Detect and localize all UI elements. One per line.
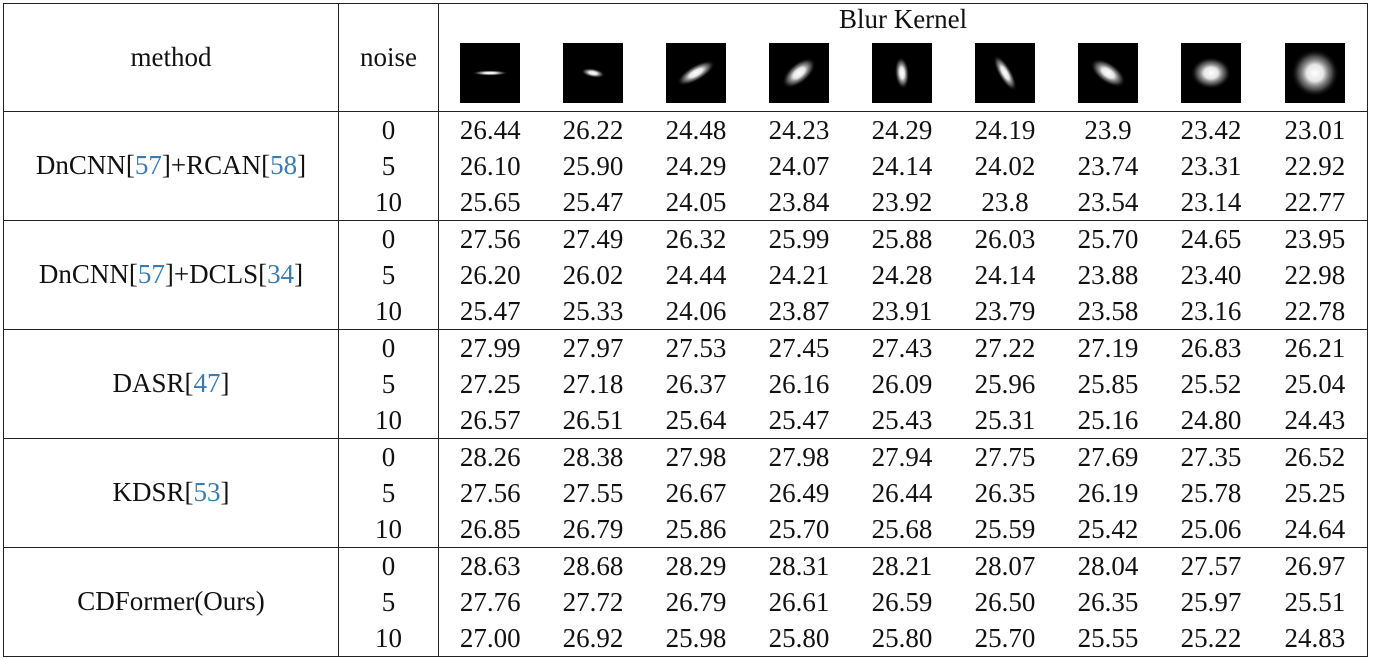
psnr-value: 25.52 bbox=[1180, 368, 1242, 399]
psnr-value: 27.49 bbox=[562, 223, 624, 254]
table-row bbox=[4, 220, 1368, 257]
method-second: +RCAN bbox=[170, 150, 262, 180]
psnr-value: 24.48 bbox=[665, 114, 727, 145]
method-header: method bbox=[4, 4, 339, 112]
table-row bbox=[4, 547, 1368, 584]
psnr-value: 23.9 bbox=[1084, 114, 1132, 145]
kernel-cell bbox=[439, 35, 542, 111]
psnr-value: 26.22 bbox=[562, 114, 624, 145]
kernel-4-image bbox=[769, 43, 829, 103]
kernel-cell bbox=[645, 35, 748, 111]
psnr-value: 25.98 bbox=[645, 620, 748, 657]
psnr-value: 26.35 bbox=[1077, 586, 1139, 617]
noise-level: 0 bbox=[339, 220, 439, 257]
psnr-value: 25.47 bbox=[748, 402, 851, 439]
psnr-value: 25.51 bbox=[1263, 584, 1368, 620]
table-body bbox=[4, 111, 1368, 656]
psnr-value: 23.40 bbox=[1180, 259, 1242, 290]
psnr-value: 26.09 bbox=[871, 368, 933, 399]
psnr-value: 27.22 bbox=[974, 332, 1036, 363]
kernel-cell bbox=[954, 35, 1057, 111]
psnr-value: 27.76 bbox=[459, 586, 521, 617]
noise-header: noise bbox=[339, 4, 439, 112]
noise-level: 10 bbox=[339, 184, 439, 221]
psnr-value: 24.02 bbox=[974, 150, 1036, 181]
psnr-value: 24.44 bbox=[665, 259, 727, 290]
psnr-value: 23.95 bbox=[1263, 220, 1368, 257]
kernel-cell bbox=[542, 35, 645, 111]
psnr-value: 23.01 bbox=[1263, 111, 1368, 148]
psnr-value: 25.47 bbox=[542, 184, 645, 221]
results-table bbox=[3, 3, 1368, 657]
psnr-value: 24.23 bbox=[768, 114, 830, 145]
psnr-value: 27.35 bbox=[1180, 441, 1242, 472]
psnr-value: 26.35 bbox=[974, 477, 1036, 508]
kernel-cell bbox=[851, 35, 954, 111]
psnr-value: 27.45 bbox=[768, 332, 830, 363]
table-header bbox=[4, 4, 1368, 112]
psnr-value: 23.74 bbox=[1077, 150, 1139, 181]
citation-link[interactable]: 47 bbox=[193, 368, 221, 398]
psnr-value: 26.59 bbox=[871, 586, 933, 617]
psnr-value: 24.29 bbox=[871, 114, 933, 145]
psnr-value: 22.98 bbox=[1263, 257, 1368, 293]
psnr-value: 25.33 bbox=[542, 293, 645, 330]
kernel-7-image bbox=[1078, 43, 1138, 103]
method-name: DnCNN[57]+DCLS[34] bbox=[4, 220, 339, 329]
citation-link[interactable]: 34 bbox=[267, 259, 295, 289]
psnr-value: 25.06 bbox=[1160, 511, 1263, 548]
psnr-value: 24.07 bbox=[768, 150, 830, 181]
psnr-value: 26.19 bbox=[1077, 477, 1139, 508]
psnr-value: 25.90 bbox=[562, 150, 624, 181]
method-base: DnCNN bbox=[38, 259, 129, 289]
psnr-value: 24.05 bbox=[645, 184, 748, 221]
psnr-value: 26.52 bbox=[1263, 438, 1368, 475]
psnr-value: 25.70 bbox=[748, 511, 851, 548]
psnr-value: 27.53 bbox=[665, 332, 727, 363]
kernel-cell bbox=[1160, 35, 1263, 111]
psnr-value: 24.28 bbox=[871, 259, 933, 290]
psnr-value: 25.04 bbox=[1263, 366, 1368, 402]
psnr-value: 26.44 bbox=[871, 477, 933, 508]
psnr-value: 24.19 bbox=[974, 114, 1036, 145]
method-name: DASR[47] bbox=[4, 329, 339, 438]
psnr-value: 26.20 bbox=[459, 259, 521, 290]
noise-level: 0 bbox=[339, 329, 439, 366]
psnr-value: 24.43 bbox=[1263, 402, 1368, 439]
psnr-value: 28.31 bbox=[768, 550, 830, 581]
psnr-value: 22.77 bbox=[1263, 184, 1368, 221]
psnr-value: 27.19 bbox=[1077, 332, 1139, 363]
noise-level: 10 bbox=[339, 402, 439, 439]
noise-level: 10 bbox=[339, 620, 439, 657]
psnr-value: 22.92 bbox=[1263, 148, 1368, 184]
method-base: DASR bbox=[112, 368, 185, 398]
psnr-value: 26.85 bbox=[439, 511, 542, 548]
psnr-value: 26.02 bbox=[562, 259, 624, 290]
blur-kernel-header: Blur Kernel bbox=[439, 4, 1368, 36]
kernel-cell bbox=[1057, 35, 1160, 111]
psnr-value: 25.99 bbox=[768, 223, 830, 254]
psnr-value: 25.22 bbox=[1160, 620, 1263, 657]
psnr-value: 25.70 bbox=[1077, 223, 1139, 254]
psnr-value: 25.80 bbox=[851, 620, 954, 657]
method-name: DnCNN[57]+RCAN[58] bbox=[4, 111, 339, 220]
kernel-cell bbox=[748, 35, 851, 111]
psnr-value: 26.10 bbox=[459, 150, 521, 181]
psnr-value: 26.03 bbox=[974, 223, 1036, 254]
noise-level: 0 bbox=[339, 438, 439, 475]
kernel-9-image bbox=[1285, 43, 1345, 103]
psnr-value: 24.14 bbox=[871, 150, 933, 181]
psnr-value: 24.65 bbox=[1180, 223, 1242, 254]
psnr-value: 28.26 bbox=[459, 441, 521, 472]
psnr-value: 26.44 bbox=[459, 114, 521, 145]
psnr-value: 23.91 bbox=[851, 293, 954, 330]
psnr-value: 25.65 bbox=[439, 184, 542, 221]
noise-level: 10 bbox=[339, 293, 439, 330]
psnr-value: 26.51 bbox=[542, 402, 645, 439]
psnr-value: 25.70 bbox=[954, 620, 1057, 657]
psnr-value: 25.42 bbox=[1057, 511, 1160, 548]
psnr-value: 23.92 bbox=[851, 184, 954, 221]
psnr-value: 27.72 bbox=[562, 586, 624, 617]
noise-level: 10 bbox=[339, 511, 439, 548]
noise-level: 0 bbox=[339, 547, 439, 584]
psnr-value: 26.83 bbox=[1180, 332, 1242, 363]
noise-level: 5 bbox=[339, 475, 439, 511]
psnr-value: 27.98 bbox=[665, 441, 727, 472]
psnr-value: 23.87 bbox=[748, 293, 851, 330]
table-row bbox=[4, 111, 1368, 148]
psnr-value: 23.16 bbox=[1160, 293, 1263, 330]
psnr-value: 27.97 bbox=[562, 332, 624, 363]
psnr-value: 27.57 bbox=[1180, 550, 1242, 581]
noise-level: 5 bbox=[339, 366, 439, 402]
kernel-cell bbox=[1263, 35, 1368, 111]
psnr-value: 23.54 bbox=[1057, 184, 1160, 221]
psnr-value: 26.79 bbox=[542, 511, 645, 548]
noise-level: 5 bbox=[339, 148, 439, 184]
psnr-value: 28.29 bbox=[665, 550, 727, 581]
citation-link[interactable]: 58 bbox=[270, 150, 298, 180]
psnr-value: 28.63 bbox=[459, 550, 521, 581]
psnr-value: 23.14 bbox=[1160, 184, 1263, 221]
psnr-value: 25.16 bbox=[1057, 402, 1160, 439]
psnr-value: 25.96 bbox=[974, 368, 1036, 399]
psnr-value: 28.07 bbox=[974, 550, 1036, 581]
psnr-value: 26.50 bbox=[974, 586, 1036, 617]
psnr-value: 25.68 bbox=[851, 511, 954, 548]
psnr-value: 23.79 bbox=[954, 293, 1057, 330]
citation-link[interactable]: 53 bbox=[193, 477, 221, 507]
psnr-value: 27.69 bbox=[1077, 441, 1139, 472]
citation-link[interactable]: 57 bbox=[137, 259, 165, 289]
kernel-6-image bbox=[975, 43, 1035, 103]
psnr-value: 24.21 bbox=[768, 259, 830, 290]
method-name: KDSR[53] bbox=[4, 438, 339, 547]
psnr-value: 28.38 bbox=[562, 441, 624, 472]
kernel-1-image bbox=[460, 43, 520, 103]
psnr-value: 28.68 bbox=[562, 550, 624, 581]
psnr-value: 27.55 bbox=[562, 477, 624, 508]
method-second: +DCLS bbox=[173, 259, 259, 289]
psnr-value: 25.88 bbox=[871, 223, 933, 254]
psnr-value: 28.21 bbox=[871, 550, 933, 581]
psnr-value: 24.29 bbox=[665, 150, 727, 181]
psnr-value: 27.56 bbox=[459, 223, 521, 254]
psnr-value: 28.04 bbox=[1077, 550, 1139, 581]
psnr-value: 23.42 bbox=[1180, 114, 1242, 145]
psnr-value: 25.59 bbox=[954, 511, 1057, 548]
psnr-value: 23.88 bbox=[1077, 259, 1139, 290]
psnr-value: 27.18 bbox=[562, 368, 624, 399]
psnr-value: 27.00 bbox=[439, 620, 542, 657]
citation-link[interactable]: 57 bbox=[134, 150, 162, 180]
psnr-value: 26.67 bbox=[665, 477, 727, 508]
noise-level: 5 bbox=[339, 584, 439, 620]
psnr-value: 27.75 bbox=[974, 441, 1036, 472]
psnr-value: 26.49 bbox=[768, 477, 830, 508]
method-name bbox=[4, 547, 339, 656]
psnr-value: 22.78 bbox=[1263, 293, 1368, 330]
kernel-2-image bbox=[563, 43, 623, 103]
psnr-value: 26.79 bbox=[665, 586, 727, 617]
psnr-value: 24.64 bbox=[1263, 511, 1368, 548]
psnr-value: 23.84 bbox=[748, 184, 851, 221]
method-base: CDFormer(Ours) bbox=[77, 586, 265, 616]
method-base: DnCNN bbox=[35, 150, 126, 180]
psnr-value: 23.58 bbox=[1057, 293, 1160, 330]
psnr-value: 25.97 bbox=[1180, 586, 1242, 617]
psnr-value: 26.97 bbox=[1263, 547, 1368, 584]
psnr-value: 26.37 bbox=[665, 368, 727, 399]
psnr-value: 26.16 bbox=[768, 368, 830, 399]
psnr-value: 25.31 bbox=[954, 402, 1057, 439]
psnr-value: 26.57 bbox=[439, 402, 542, 439]
psnr-value: 25.47 bbox=[439, 293, 542, 330]
psnr-value: 26.32 bbox=[665, 223, 727, 254]
table-row bbox=[4, 329, 1368, 366]
psnr-value: 26.61 bbox=[768, 586, 830, 617]
psnr-value: 23.8 bbox=[954, 184, 1057, 221]
psnr-value: 25.25 bbox=[1263, 475, 1368, 511]
psnr-value: 26.21 bbox=[1263, 329, 1368, 366]
psnr-value: 24.14 bbox=[974, 259, 1036, 290]
psnr-value: 25.78 bbox=[1180, 477, 1242, 508]
psnr-value: 27.99 bbox=[459, 332, 521, 363]
psnr-value: 25.64 bbox=[645, 402, 748, 439]
psnr-value: 25.86 bbox=[645, 511, 748, 548]
psnr-value: 25.80 bbox=[748, 620, 851, 657]
psnr-value: 25.55 bbox=[1057, 620, 1160, 657]
psnr-value: 25.85 bbox=[1077, 368, 1139, 399]
kernel-5-image bbox=[872, 43, 932, 103]
psnr-value: 24.80 bbox=[1160, 402, 1263, 439]
psnr-value: 27.56 bbox=[459, 477, 521, 508]
psnr-value: 25.43 bbox=[851, 402, 954, 439]
psnr-value: 27.94 bbox=[871, 441, 933, 472]
psnr-value: 24.83 bbox=[1263, 620, 1368, 657]
kernel-8-image bbox=[1181, 43, 1241, 103]
noise-level: 0 bbox=[339, 111, 439, 148]
psnr-value: 26.92 bbox=[542, 620, 645, 657]
psnr-value: 27.43 bbox=[871, 332, 933, 363]
method-base: KDSR bbox=[112, 477, 185, 507]
psnr-value: 23.31 bbox=[1180, 150, 1242, 181]
psnr-value: 27.25 bbox=[459, 368, 521, 399]
table-row bbox=[4, 438, 1368, 475]
psnr-value: 24.06 bbox=[645, 293, 748, 330]
psnr-value: 27.98 bbox=[768, 441, 830, 472]
noise-level: 5 bbox=[339, 257, 439, 293]
kernel-3-image bbox=[666, 43, 726, 103]
